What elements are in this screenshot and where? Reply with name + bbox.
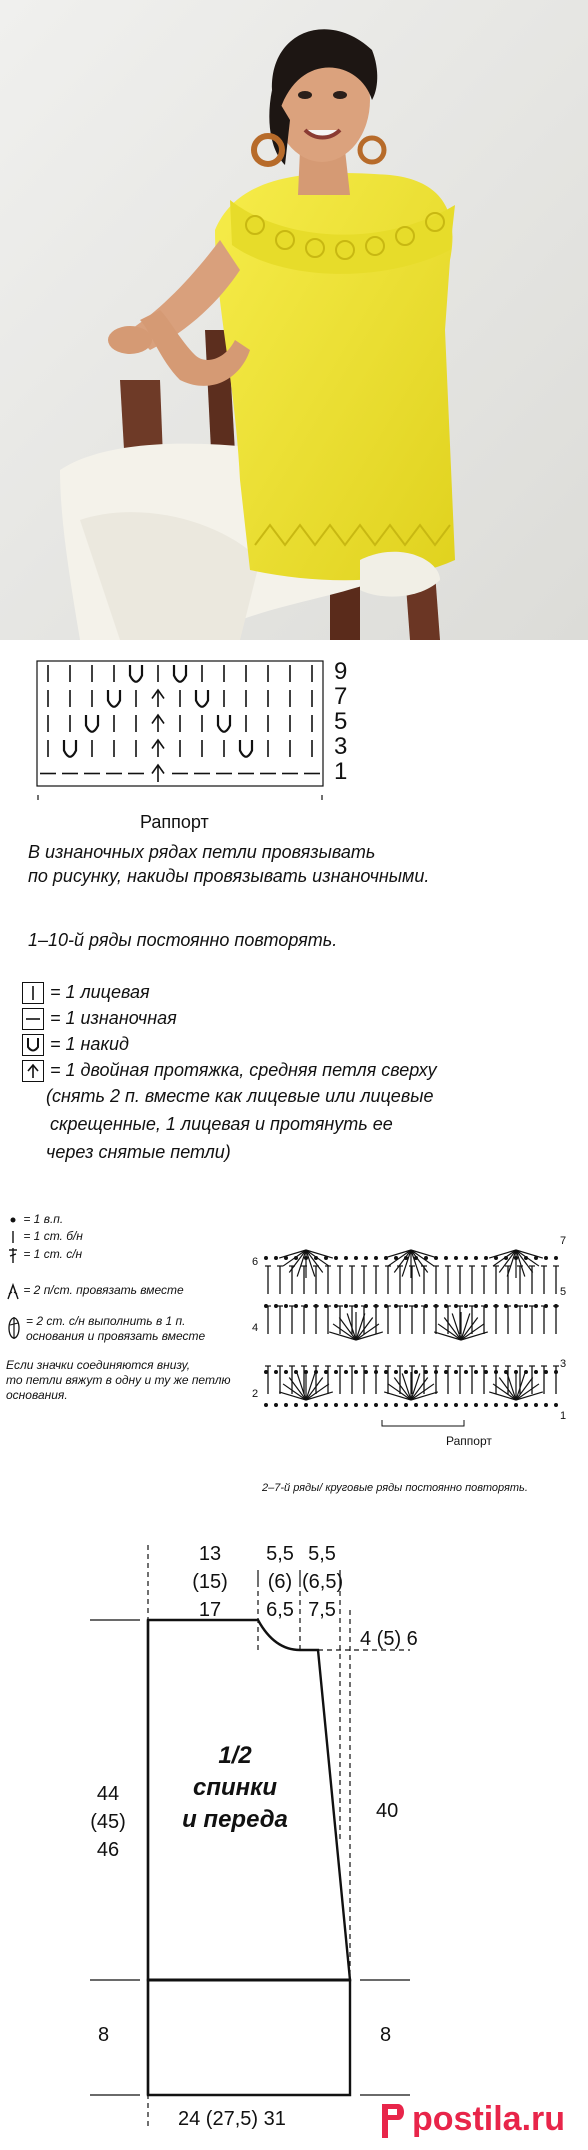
row-number: 7 xyxy=(334,683,348,710)
chain-stitch xyxy=(324,1403,328,1407)
note-line: по рисунку, накиды провязывать изнаночными. xyxy=(28,866,430,886)
crochet-note xyxy=(6,1358,259,1403)
legend-item xyxy=(22,1032,582,1058)
legend-item xyxy=(6,1212,246,1229)
fan-stitch xyxy=(306,1384,329,1400)
fan-stitch xyxy=(356,1332,383,1340)
row-number: 3 xyxy=(334,733,348,760)
fan-stitch xyxy=(489,1250,516,1258)
chain-stitch xyxy=(404,1403,408,1407)
knit-cell xyxy=(196,690,208,707)
top-width-armhole xyxy=(302,1540,342,1624)
chain-stitch xyxy=(454,1256,458,1260)
chain-stitch xyxy=(354,1403,358,1407)
dimension: 5,5 xyxy=(308,1543,336,1565)
legend-text: = 1 накид xyxy=(50,1034,129,1054)
chain-stitch xyxy=(554,1256,558,1260)
fan-stitch xyxy=(384,1392,411,1400)
knit-stitch-icon xyxy=(22,982,44,1004)
crochet-stitches xyxy=(264,1250,559,1407)
legend-extra-line: (снять 2 п. вместе как лицевые или лицевые xyxy=(46,1086,434,1106)
chain-stitch xyxy=(334,1370,338,1374)
chain-stitch xyxy=(274,1403,278,1407)
note-line: то петли вяжут в одну и ту же петлю xyxy=(6,1373,231,1387)
knit-cell xyxy=(130,665,142,682)
fan-stitch xyxy=(279,1250,306,1258)
legend-extra-line: через снятые петли) xyxy=(46,1142,231,1162)
chain-stitch xyxy=(374,1403,378,1407)
legend-item xyxy=(6,1229,246,1246)
chain-stitch xyxy=(364,1403,368,1407)
chain-stitch xyxy=(334,1256,338,1260)
chain-stitch xyxy=(514,1403,518,1407)
chain-stitch xyxy=(314,1403,318,1407)
chain-stitch xyxy=(294,1403,298,1407)
fan-stitch xyxy=(402,1373,411,1400)
dimension: 44 xyxy=(96,1783,120,1805)
legend-item xyxy=(22,1058,582,1084)
chain-stitch xyxy=(464,1304,468,1308)
hem-right: 8 xyxy=(380,2024,392,2046)
chain-stitch xyxy=(354,1370,358,1374)
crochet-rapport-label: Раппорт xyxy=(446,1434,492,1448)
chain-stitch xyxy=(544,1403,548,1407)
chain-stitch xyxy=(354,1256,358,1260)
chain-stitch xyxy=(334,1403,338,1407)
fan-stitch xyxy=(461,1318,478,1340)
chain-stitch xyxy=(404,1304,408,1308)
legend-item xyxy=(6,1314,246,1344)
dimension: 13 xyxy=(198,1543,222,1565)
watermark xyxy=(372,2098,582,2142)
cluster-icon xyxy=(6,1316,22,1340)
dimension: 17 xyxy=(198,1599,222,1621)
chain-icon xyxy=(6,1212,20,1228)
knit-legend xyxy=(22,980,582,1168)
legend-text: = 2 п/ст. провязать вместе xyxy=(23,1283,184,1298)
knit-chart-grid xyxy=(36,660,336,800)
chain-stitch xyxy=(424,1403,428,1407)
chain-stitch xyxy=(344,1256,348,1260)
dimension: 5,5 xyxy=(266,1543,294,1565)
fan-stitch xyxy=(516,1378,533,1400)
fan-stitch xyxy=(306,1378,323,1400)
chain-stitch xyxy=(544,1256,548,1260)
chain-stitch xyxy=(554,1403,558,1407)
chain-stitch xyxy=(494,1403,498,1407)
model-photo-icon xyxy=(0,0,588,640)
chain-stitch xyxy=(394,1403,398,1407)
crochet-caption: 2–7-й ряды/ круговые ряды постоянно повторять. xyxy=(262,1482,528,1494)
crochet-row-number: 4 xyxy=(252,1322,259,1334)
knit-cell xyxy=(174,665,186,682)
legend-text: = 1 в.п. xyxy=(23,1212,64,1227)
crochet-row-number: 1 xyxy=(560,1410,567,1422)
chain-stitch xyxy=(434,1403,438,1407)
chain-stitch xyxy=(284,1403,288,1407)
fan-stitch xyxy=(461,1313,470,1340)
fan-stitch xyxy=(306,1373,315,1400)
dimension: (6) xyxy=(267,1571,293,1593)
fan-stitch xyxy=(411,1384,434,1400)
legend-text: = 1 ст. с/н xyxy=(23,1247,83,1262)
legend-item xyxy=(22,980,582,1006)
chain-stitch xyxy=(444,1403,448,1407)
fan-stitch xyxy=(339,1318,356,1340)
chain-stitch xyxy=(344,1403,348,1407)
dimension: 6,5 xyxy=(266,1599,294,1621)
chain-stitch xyxy=(524,1403,528,1407)
chain-stitch xyxy=(474,1403,478,1407)
chain-stitch xyxy=(484,1403,488,1407)
title-line: 1/2 xyxy=(218,1742,252,1769)
fan-stitch xyxy=(444,1318,461,1340)
fan-stitch xyxy=(283,1384,306,1400)
knit-cell xyxy=(108,690,120,707)
note-line: основания. xyxy=(6,1388,68,1402)
double-decrease-icon xyxy=(22,1060,44,1082)
fan-stitch xyxy=(394,1250,411,1272)
knit-notes xyxy=(28,840,568,888)
chain-stitch xyxy=(284,1370,288,1374)
chain-stitch xyxy=(264,1256,268,1260)
chain-stitch xyxy=(364,1256,368,1260)
chain-stitch xyxy=(384,1403,388,1407)
crochet-row-number: 5 xyxy=(560,1286,567,1298)
chain-stitch xyxy=(404,1370,408,1374)
dc-icon xyxy=(6,1246,20,1264)
dc2tog-icon xyxy=(6,1282,20,1300)
chain-stitch xyxy=(534,1403,538,1407)
fan-stitch xyxy=(489,1392,516,1400)
knit-cell xyxy=(64,740,76,757)
chain-stitch xyxy=(414,1403,418,1407)
bottom-width: 24 (27,5) 31 xyxy=(178,2108,286,2130)
knit-chart xyxy=(36,660,336,805)
row-number: 5 xyxy=(334,708,348,735)
chain-stitch xyxy=(344,1370,348,1374)
crochet-row-number: 2 xyxy=(252,1388,259,1400)
title-line: спинки xyxy=(193,1774,277,1801)
knit-cell xyxy=(86,715,98,732)
chain-stitch xyxy=(444,1256,448,1260)
fan-stitch xyxy=(306,1250,315,1277)
crochet-row-number: 7 xyxy=(560,1235,567,1247)
legend-text: = 1 изнаночная xyxy=(50,1008,177,1028)
fan-stitch xyxy=(306,1392,333,1400)
pattern-schematic xyxy=(0,1510,588,2150)
fan-stitch xyxy=(306,1250,323,1272)
legend-item xyxy=(22,1006,582,1032)
chain-stitch xyxy=(524,1304,528,1308)
chain-stitch xyxy=(454,1370,458,1374)
dimension: 46 xyxy=(96,1839,120,1861)
knit-cell xyxy=(218,715,230,732)
knit-rapport-label: Раппорт xyxy=(140,812,209,832)
repeat-note: 1–10-й ряды постоянно повторять. xyxy=(28,930,338,950)
fan-stitch xyxy=(507,1250,516,1277)
knit-rapport-bracket xyxy=(38,795,322,800)
crochet-rapport-bracket xyxy=(382,1420,464,1426)
top-width-center xyxy=(190,1540,230,1624)
row-number: 9 xyxy=(334,658,348,685)
watermark-text: postila.ru xyxy=(412,2100,566,2138)
chain-stitch xyxy=(504,1403,508,1407)
chain-stitch xyxy=(464,1403,468,1407)
legend-extra xyxy=(22,1084,582,1168)
crochet-chart xyxy=(246,1210,576,1435)
legend-text: = 2 ст. с/н выполнить в 1 п. xyxy=(26,1314,186,1328)
crochet-chart-diagram xyxy=(246,1210,576,1430)
knit-cell xyxy=(152,690,164,707)
yarn-over-icon xyxy=(22,1034,44,1056)
dimension: (6,5) xyxy=(302,1571,344,1593)
fan-stitch xyxy=(297,1250,306,1277)
dimension: (15) xyxy=(192,1571,228,1593)
chain-stitch xyxy=(284,1304,288,1308)
legend-text: = 1 двойная протяжка, средняя петля сверху xyxy=(50,1060,437,1080)
chain-stitch xyxy=(344,1304,348,1308)
dimension: (45) xyxy=(90,1811,126,1833)
purl-stitch-icon xyxy=(22,1008,44,1030)
fan-stitch xyxy=(402,1250,411,1277)
chain-stitch xyxy=(464,1370,468,1374)
fan-stitch xyxy=(516,1250,533,1272)
top-width-shoulder xyxy=(262,1540,298,1624)
legend-item xyxy=(6,1282,246,1304)
legend-item xyxy=(6,1246,246,1268)
chain-stitch xyxy=(474,1370,478,1374)
crochet-row-number: 3 xyxy=(560,1358,567,1370)
height-right: 40 xyxy=(376,1800,399,1822)
fan-stitch xyxy=(438,1324,461,1340)
fan-stitch xyxy=(394,1378,411,1400)
fan-stitch xyxy=(516,1250,543,1258)
knit-cell xyxy=(240,740,252,757)
chain-stitch xyxy=(264,1403,268,1407)
chain-stitch xyxy=(534,1370,538,1374)
legend-extra-line: скрещенные, 1 лицевая и протянуть ее xyxy=(50,1114,393,1134)
height-left xyxy=(88,1780,128,1864)
chain-stitch xyxy=(274,1256,278,1260)
model-photo xyxy=(0,0,588,640)
dimension: 7,5 xyxy=(308,1599,336,1621)
chain-stitch xyxy=(414,1370,418,1374)
fan-stitch xyxy=(297,1373,306,1400)
fan-stitch xyxy=(461,1332,488,1340)
chain-stitch xyxy=(304,1403,308,1407)
crochet-row-number: 6 xyxy=(252,1256,259,1268)
title-line: и переда xyxy=(182,1806,288,1833)
postila-logo-icon xyxy=(372,2100,408,2140)
fan-stitch xyxy=(411,1378,428,1400)
legend-text: = 1 лицевая xyxy=(50,982,150,1002)
chain-stitch xyxy=(484,1256,488,1260)
legend-text: основания и провязать вместе xyxy=(26,1329,206,1343)
note-line: В изнаночных рядах петли провязывать xyxy=(28,842,376,862)
chain-stitch xyxy=(454,1403,458,1407)
hem-left: 8 xyxy=(98,2024,110,2046)
knit-cell xyxy=(152,740,164,757)
knit-cell xyxy=(152,715,164,732)
chain-stitch xyxy=(374,1256,378,1260)
armhole-depth: 4 (5) 6 xyxy=(360,1628,418,1650)
note-line: Если значки соединяются внизу, xyxy=(6,1358,191,1372)
chain-stitch xyxy=(394,1370,398,1374)
chain-stitch xyxy=(474,1256,478,1260)
chain-stitch xyxy=(274,1370,278,1374)
chain-stitch xyxy=(464,1256,468,1260)
crochet-legend xyxy=(6,1212,246,1403)
sc-icon xyxy=(6,1229,20,1245)
legend-text: = 1 ст. б/н xyxy=(23,1229,83,1244)
fan-stitch xyxy=(411,1250,428,1272)
fan-stitch xyxy=(306,1250,333,1258)
knit-cell xyxy=(152,765,164,782)
pattern-title xyxy=(160,1740,310,1836)
row-number: 1 xyxy=(334,758,348,785)
